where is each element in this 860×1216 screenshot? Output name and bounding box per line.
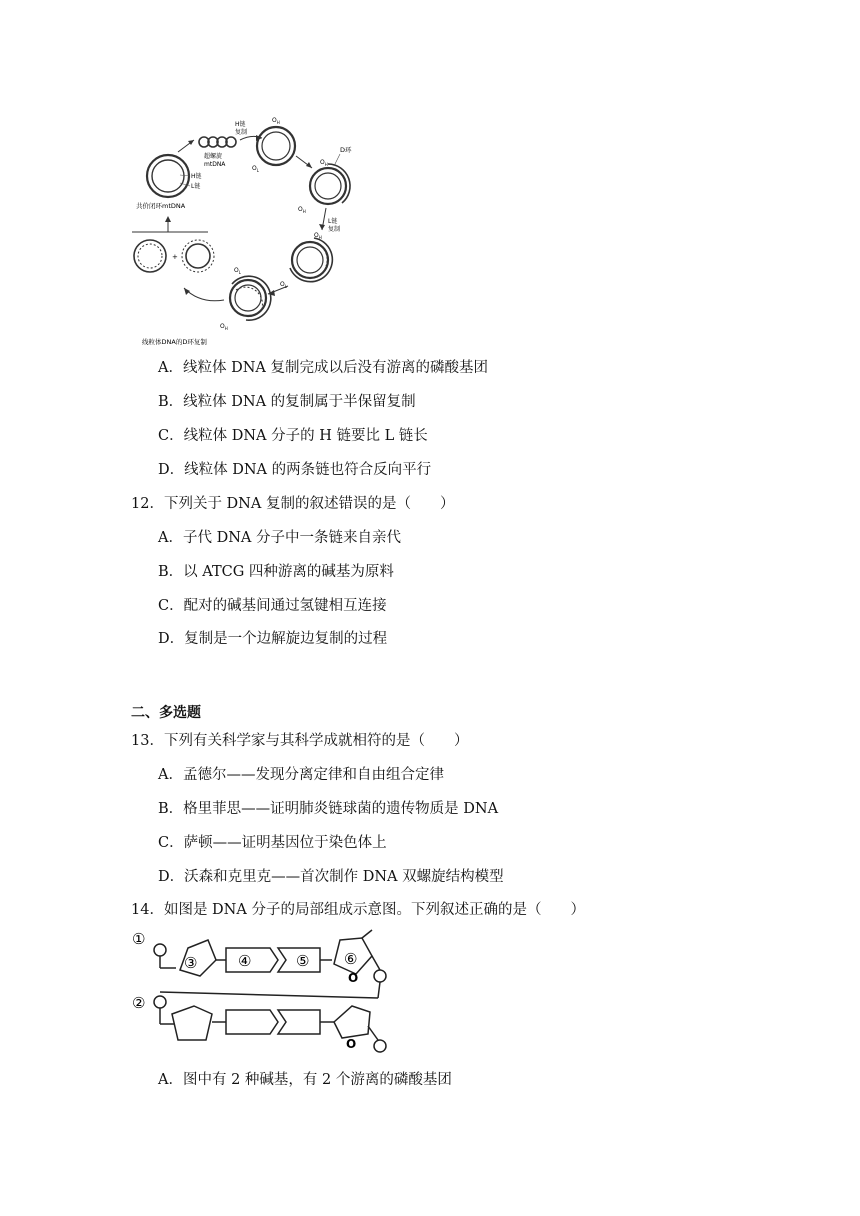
- closed-mtdna-label: 共价闭环mtDNA: [136, 202, 186, 210]
- q13-option-c: C．萨顿——证明基因位于染色体上: [158, 835, 387, 851]
- oh-label-right-low: $O_H$: [298, 206, 306, 214]
- q11-option-d: D．线粒体 DNA 的两条链也符合反向平行: [158, 462, 432, 478]
- label-1: ①: [132, 930, 146, 948]
- d-loop-label: D环: [340, 146, 352, 154]
- deoxyribose-lower-right: [334, 1006, 370, 1038]
- q13-option-a: A．孟德尔——发现分离定律和自由组合定律: [158, 767, 444, 783]
- base-lower-1: [226, 1010, 278, 1034]
- section-heading: 二、多选题: [131, 705, 201, 721]
- q12-stem: 12．下列关于 DNA 复制的叙述错误的是（ ）: [131, 496, 455, 512]
- figure1-caption: 线粒体DNA的D环复制: [142, 338, 207, 346]
- q13-option-d: D．沃森和克里克——首次制作 DNA 双螺旋结构模型: [158, 869, 504, 885]
- base-4: [226, 948, 278, 972]
- oh-label-top: $O_H$: [272, 117, 280, 125]
- phosphate-2: [154, 996, 166, 1008]
- q12-option-b: B．以 ATCG 四种游离的碱基为原料: [158, 564, 394, 580]
- label-2: ②: [132, 994, 146, 1012]
- deoxyribose-lower-left: [172, 1006, 212, 1040]
- q14-option-a: A．图中有 2 种碱基，有 2 个游离的磷酸基团: [158, 1072, 452, 1088]
- q13-stem: 13．下列有关科学家与其科学成就相符的是（ ）: [131, 733, 469, 749]
- label-6: ⑥: [344, 950, 358, 968]
- ol-label-top: $O_L$: [252, 165, 259, 173]
- oh-label-bottom: $O_H$: [220, 323, 228, 331]
- l-chain-label: L链: [191, 183, 201, 190]
- ol-label-bottom: $O_L$: [234, 267, 241, 275]
- oxygen-label-2: O: [346, 1037, 357, 1051]
- oh-label-low-right: $O_H$: [314, 232, 322, 240]
- phosphate-1: [154, 944, 166, 956]
- q13-option-b: B．格里菲思——证明肺炎链球菌的遗传物质是 DNA: [158, 801, 499, 817]
- supercoil-label: 超螺旋: [204, 153, 223, 160]
- replication-label-2: 复制: [328, 226, 341, 233]
- plus-sign: +: [172, 253, 178, 261]
- label-4: ④: [238, 952, 252, 970]
- q11-option-b: B．线粒体 DNA 的复制属于半保留复制: [158, 394, 416, 410]
- supercoil-icon: [199, 137, 236, 147]
- q12-option-a: A．子代 DNA 分子中一条链来自亲代: [158, 530, 401, 546]
- mtdna-label: mtDNA: [204, 161, 226, 168]
- mtdna-dloop-figure: [128, 108, 363, 350]
- h-chain-replication-label: H链: [235, 121, 246, 128]
- label-3: ③: [184, 954, 198, 972]
- oxygen-label-1: O: [348, 971, 359, 985]
- l-chain-replication-label: L链: [328, 218, 338, 225]
- q11-option-a: A．线粒体 DNA 复制完成以后没有游离的磷酸基团: [158, 360, 488, 376]
- replication-label: 复制: [235, 129, 248, 136]
- ol-label-low-right: $O_L$: [280, 281, 287, 289]
- h-chain-label: H链: [191, 173, 202, 180]
- q12-option-c: C．配对的碱基间通过氢键相互连接: [158, 598, 387, 614]
- label-5: ⑤: [296, 952, 310, 970]
- phosphate-bottom-right: [374, 1040, 386, 1052]
- q12-option-d: D．复制是一个边解旋边复制的过程: [158, 631, 388, 647]
- dna-fragment-figure: [128, 926, 398, 1056]
- q14-stem: 14．如图是 DNA 分子的局部组成示意图。下列叙述正确的是（ ）: [131, 902, 585, 918]
- phosphate-top-right: [374, 970, 386, 982]
- base-lower-2: [278, 1010, 320, 1034]
- q11-option-c: C．线粒体 DNA 分子的 H 链要比 L 链长: [158, 428, 428, 444]
- oh-label-right: $O_H$: [320, 159, 328, 167]
